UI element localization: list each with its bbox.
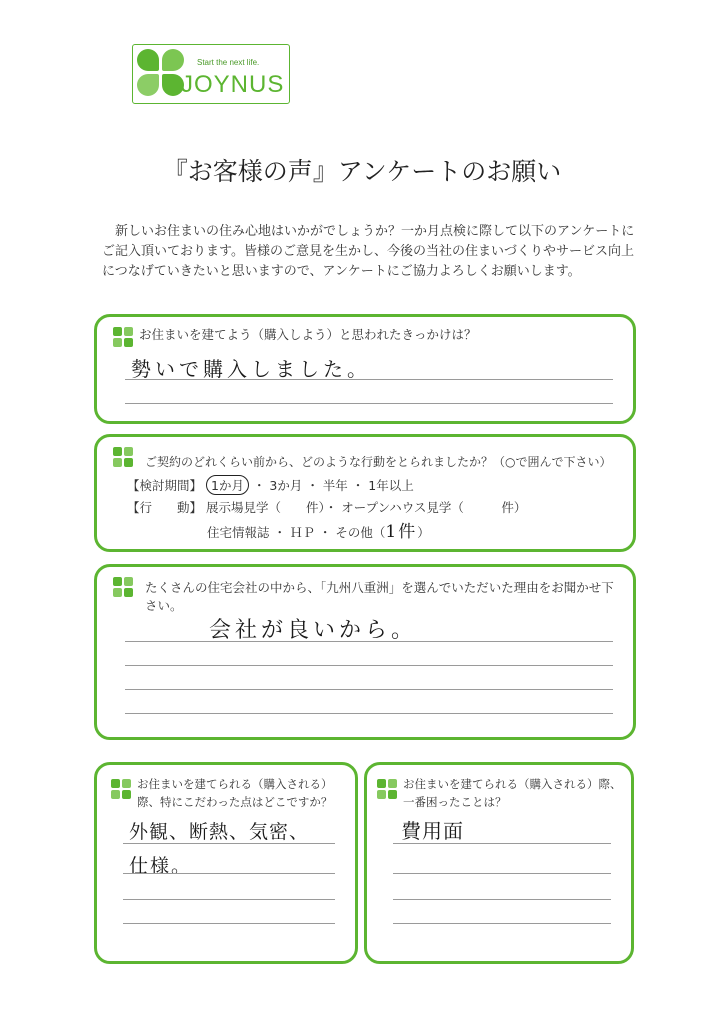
clover-bullet-icon	[113, 577, 133, 597]
answer-5[interactable]: 費用面	[401, 819, 464, 843]
question-4-text: お住まいを建てられる（購入される）際、特にこだわった点はどこですか？	[137, 777, 333, 809]
answer-line	[393, 873, 611, 874]
answer-line	[393, 843, 611, 844]
joynus-logo	[132, 44, 290, 104]
answer-line	[125, 689, 613, 690]
answer-line	[123, 843, 335, 844]
answer-line	[123, 899, 335, 900]
clover-bullet-icon	[111, 779, 131, 799]
answer-line	[125, 665, 613, 666]
answer-line	[125, 379, 613, 380]
clover-logo-icon	[137, 49, 185, 97]
action-options-1[interactable]: 展示場見学（ 件）・ オープンハウス見学（ 件）	[206, 500, 527, 515]
question-5-text: お住まいを建てられる（購入される）際、一番困ったことは？	[403, 777, 622, 809]
answer-line	[125, 403, 613, 404]
period-options-rest[interactable]: ・ 3か月 ・ 半年 ・ 1年以上	[252, 478, 414, 493]
question-2-text: ご契約のどれくらい前から、どのような行動をとられましたか？（○で囲んで下さい）	[145, 455, 612, 469]
answer-line	[123, 923, 335, 924]
question-card-5	[364, 762, 634, 964]
answer-line	[393, 923, 611, 924]
clover-bullet-icon	[113, 447, 133, 467]
clover-bullet-icon	[377, 779, 397, 799]
question-1-text: お住まいを建てよう（購入しよう）と思われたきっかけは？	[139, 327, 477, 342]
clover-bullet-icon	[113, 327, 133, 347]
period-label: 【検討期間】	[127, 478, 203, 493]
logo-tagline: Start the next life.	[197, 58, 260, 67]
period-row	[127, 475, 414, 495]
intro-text: 新しいお住まいの住み心地はいかがでしょうか？一か月点検に際して以下のアンケートにご記入頂いております。皆様のご意見を生かし、今後の当社の住まいづくりやサービス向上につなげていきたいと思いますので、アンケートにご協力よろしくお願いします。	[102, 224, 635, 279]
close-paren: ）	[417, 525, 430, 540]
answer-4-line-2[interactable]: 仕様。	[129, 855, 193, 877]
action-options-2[interactable]: 住宅情報誌 ・ ＨＰ ・ その他（	[207, 525, 386, 540]
answer-1[interactable]: 勢いで購入しました。	[131, 357, 371, 381]
action-row-2	[207, 517, 430, 542]
logo-brand: JOYNUS	[181, 71, 285, 98]
page-title: 『お客様の声』アンケートのお願い	[162, 157, 562, 186]
answer-line	[123, 873, 335, 874]
question-3-text: たくさんの住宅会社の中から、「九州八重洲」を選んでいただいた理由をお聞かせ下さい。	[145, 580, 614, 613]
question-card-1	[94, 314, 636, 424]
action-row-1	[127, 498, 526, 516]
period-option-selected[interactable]: 1か月	[206, 475, 249, 495]
action-label: 【行 動】	[127, 500, 203, 515]
question-card-4	[94, 762, 358, 964]
answer-line	[125, 641, 613, 642]
answer-4-line-1[interactable]: 外観、断熱、気密、	[129, 821, 310, 843]
answer-line	[125, 713, 613, 714]
other-answer[interactable]: 1件	[385, 522, 418, 542]
question-card-3	[94, 564, 636, 740]
question-card-2	[94, 434, 636, 552]
answer-3[interactable]: 会社が良いから。	[209, 618, 418, 643]
answer-line	[393, 899, 611, 900]
